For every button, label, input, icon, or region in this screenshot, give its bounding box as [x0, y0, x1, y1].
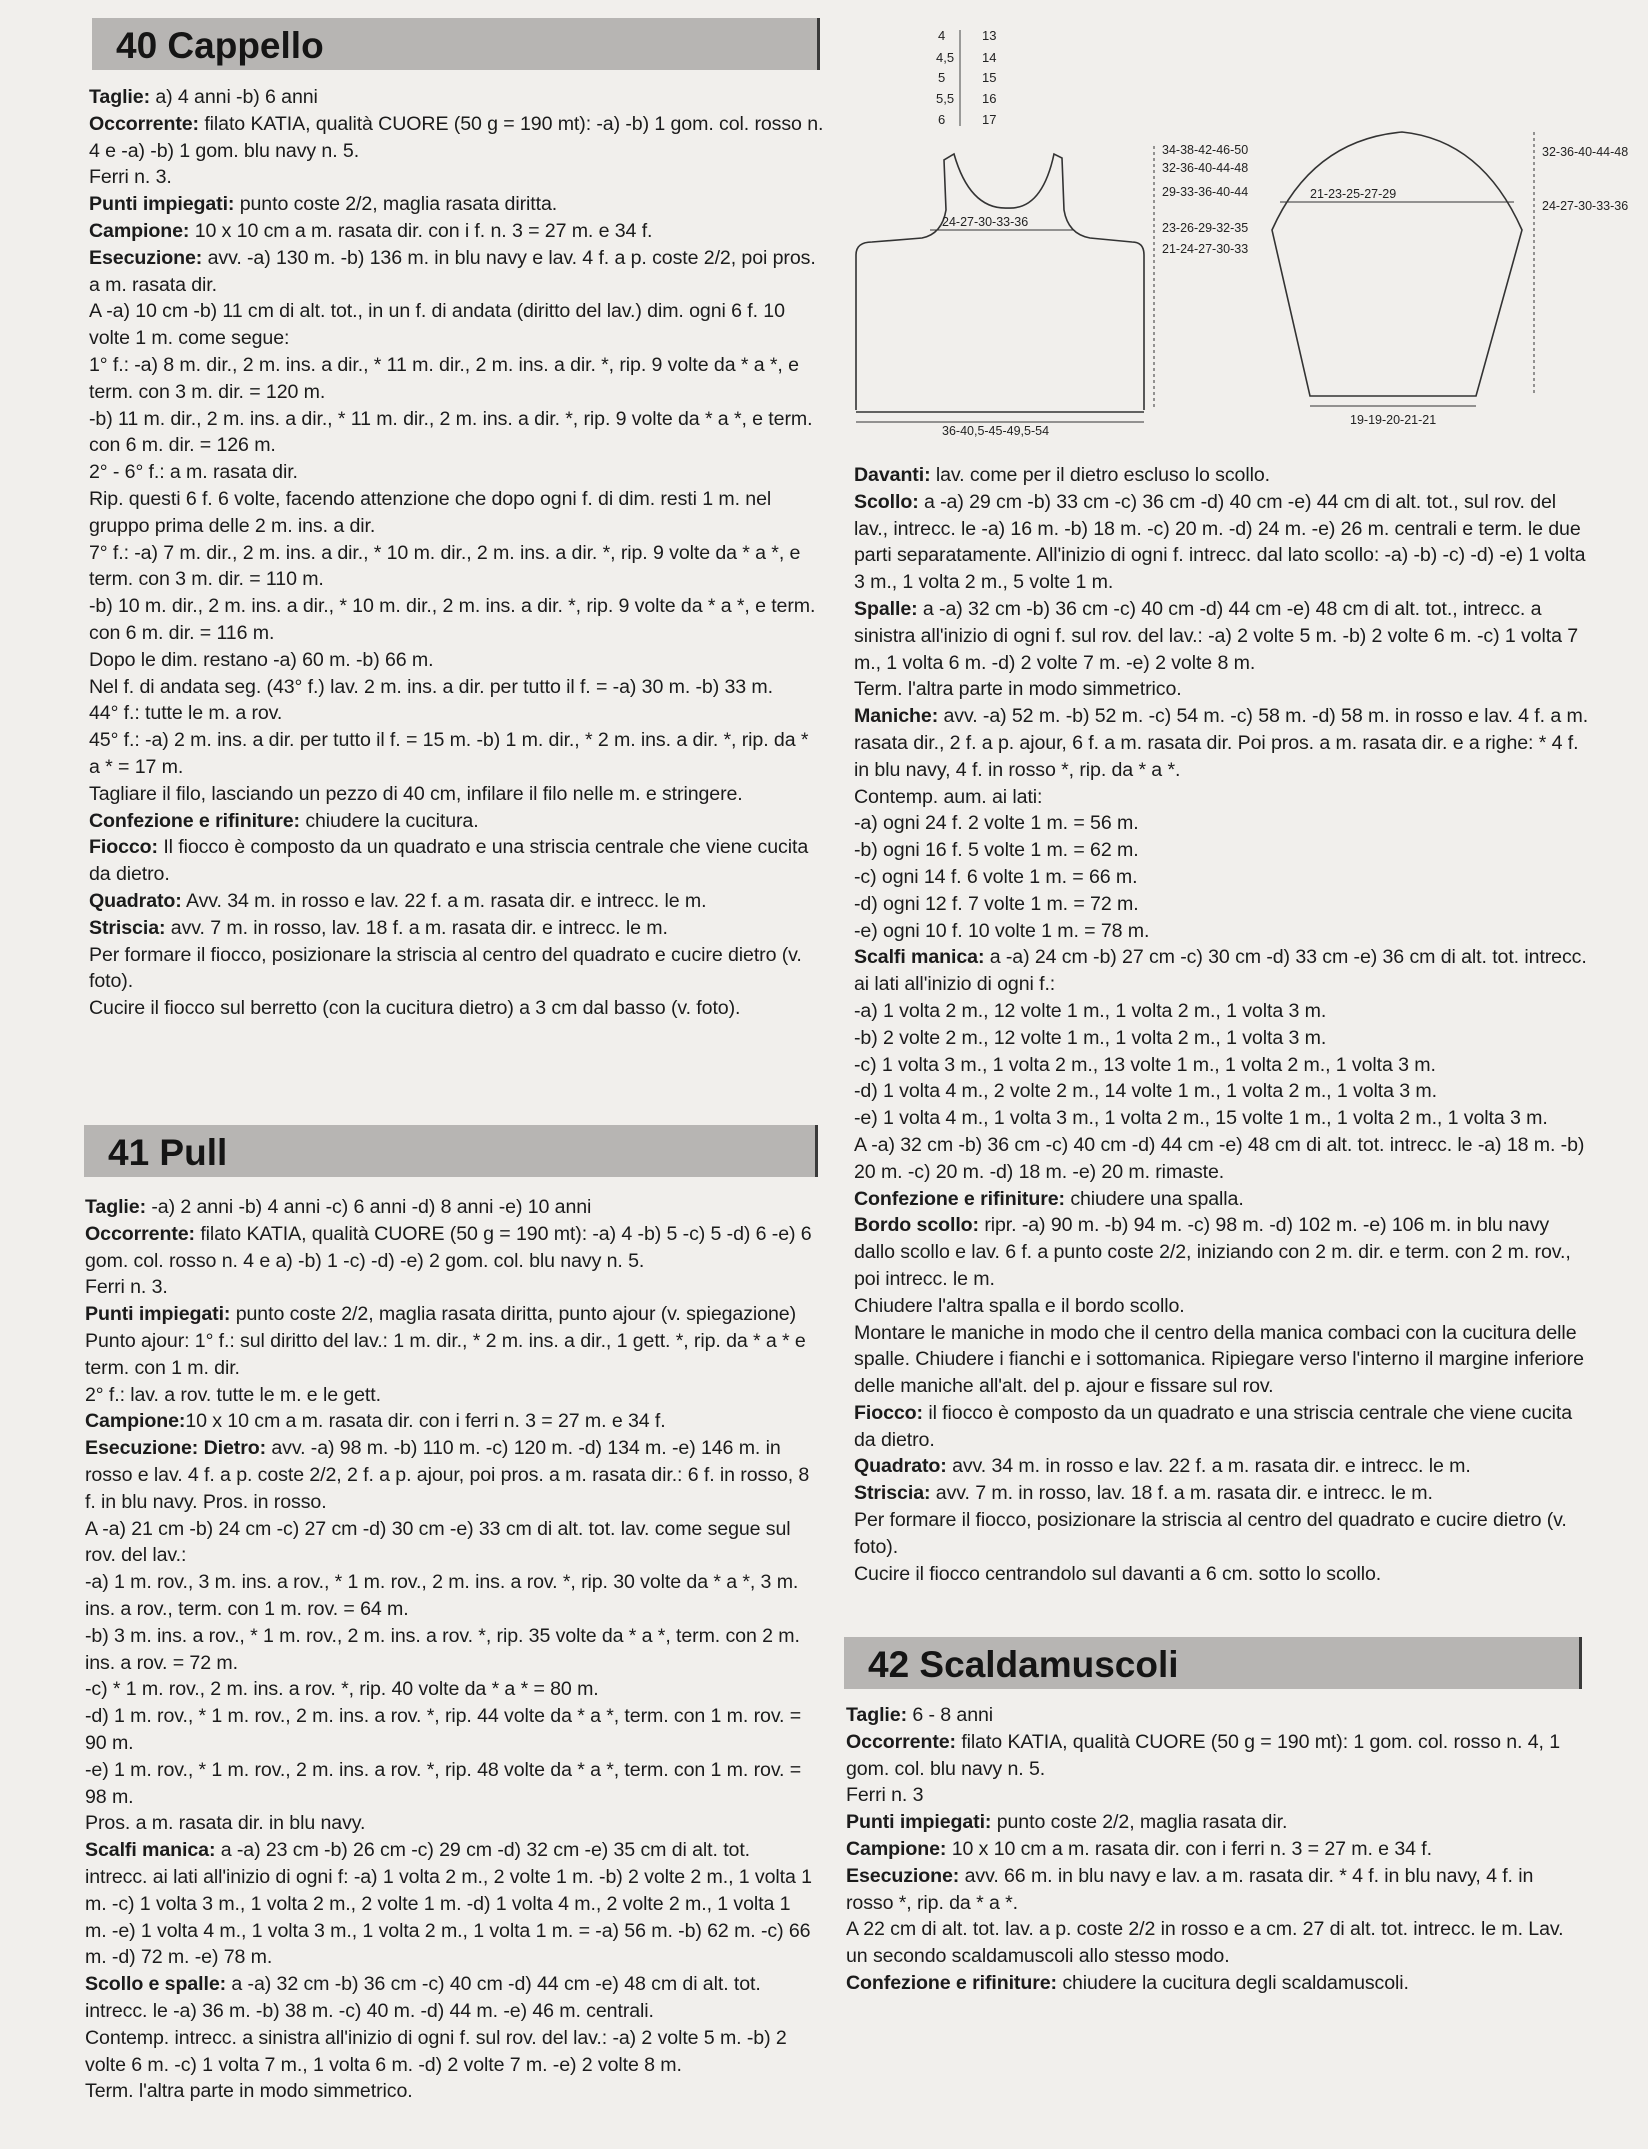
- instruction-text: Punto ajour: 1° f.: sul diritto del lav.: 1 m. dir., * 2 m. ins. a dir., 1 gett. *, rip. da * a * e term. con 1 m. dir.: [85, 1329, 806, 1379]
- instruction-line: [854, 918, 1589, 945]
- instruction-line: [85, 1676, 817, 1703]
- instruction-label: Maniche:: [854, 705, 939, 728]
- instruction-line: [85, 1382, 817, 1409]
- instruction-text: -a) ogni 24 f. 2 volte 1 m. = 56 m.: [854, 812, 1139, 835]
- instruction-text: 2° - 6° f.: a m. rasata dir.: [89, 461, 298, 484]
- instruction-line: [854, 1078, 1589, 1105]
- instruction-label: Taglie:: [85, 1196, 146, 1218]
- instruction-line: [89, 915, 824, 942]
- instruction-text: Contemp. intrecc. a sinistra all'inizio di ogni f. sul rov. del lav.: -a) 2 volte 5 m. -b) 2 volte 6 m. -c) 1 volta 7 m., 1 volta 6 m. -d) 2 volte 7 m. -e) 2 volte 8 m.: [85, 2026, 787, 2076]
- legend-b-2: 14: [982, 50, 997, 65]
- body-height-3: 29-33-36-40-44: [1162, 185, 1249, 199]
- instruction-line: [85, 1757, 817, 1811]
- instruction-text: 6 - 8 anni: [907, 1704, 994, 1726]
- section-title-scaldamuscoli: 42 Scaldamuscoli: [844, 1637, 1582, 1689]
- instruction-line: [85, 1328, 817, 1382]
- body-height-4: 23-26-29-32-35: [1162, 221, 1249, 235]
- instruction-label: Scalfi manica:: [854, 946, 985, 969]
- instruction-line: [89, 727, 824, 781]
- instruction-label: Esecuzione: Dietro:: [85, 1437, 267, 1460]
- section-title-cappello: 40 Cappello: [92, 18, 820, 70]
- instruction-text: Contemp. aum. ai lati:: [854, 785, 1043, 808]
- instruction-text: Montare le maniche in modo che il centro della manica combaci con la cucitura delle spalle. Chiudere i fianchi e i sottomanica. Ripiegare verso l'interno il margine inferiore delle maniche all'alt. del p. ajour e fissare sul rov.: [854, 1321, 1584, 1398]
- instruction-label: Occorrente:: [89, 112, 199, 135]
- instruction-text: -c) * 1 m. rov., 2 m. ins. a rov. *, rip. 40 volte da * a * = 80 m.: [85, 1678, 599, 1701]
- instruction-text: a -a) 32 cm -b) 36 cm -c) 40 cm -d) 44 cm -e) 48 cm di alt. tot., intrecc. a sinistra all'inizio di ogni f. sul rov. del lav.: -a) 2 volte 5 m. -b) 2 volte 6 m. -c) 1 volta 7 m., 1 volta 6 m. -d) 2 volte 7 m. -e) 2 volte 8 m.: [854, 597, 1579, 674]
- instruction-line: [854, 676, 1589, 703]
- instruction-line: [85, 1194, 817, 1221]
- size-legend: [936, 28, 996, 127]
- instruction-text: -a) 2 anni -b) 4 anni -c) 6 anni -d) 8 anni -e) 10 anni: [146, 1196, 592, 1218]
- instruction-label: Confezione e rifiniture:: [89, 809, 300, 832]
- instruction-line: [854, 1320, 1589, 1400]
- instruction-line: [85, 1435, 817, 1515]
- instruction-line: [854, 489, 1589, 596]
- body-height-1: 34-38-42-46-50: [1162, 143, 1249, 157]
- instruction-label: Taglie:: [89, 86, 150, 108]
- instruction-text: Cucire il fiocco centrandolo sul davanti a 6 cm. sotto lo scollo.: [854, 1562, 1382, 1585]
- instruction-line: [85, 1408, 817, 1435]
- instruction-text: Ferri n. 3.: [85, 1276, 168, 1299]
- legend-b-3: 15: [982, 70, 997, 85]
- instruction-line: [89, 298, 824, 352]
- instruction-line: [89, 406, 824, 460]
- instruction-label: Campione:: [89, 219, 190, 242]
- instruction-text: -b) ogni 16 f. 5 volte 1 m. = 62 m.: [854, 839, 1139, 862]
- instruction-line: [85, 1221, 817, 1275]
- instruction-text: A 22 cm di alt. tot. lav. a p. coste 2/2 in rosso e a cm. 27 di alt. tot. intrecc. le m. Lav. un secondo scaldamuscoli allo stesso modo.: [846, 1918, 1564, 1968]
- instruction-line: [846, 1809, 1581, 1836]
- instruction-text: avv. 34 m. in rosso e lav. 22 f. a m. rasata dir. e intrecc. le m.: [946, 1455, 1471, 1478]
- instruction-text: avv. 66 m. in blu navy e lav. a m. rasata dir. * 4 f. in blu navy, 4 f. in rosso *, rip. da * a *.: [846, 1864, 1534, 1914]
- instruction-text: punto coste 2/2, maglia rasata diritta, punto ajour (v. spiegazione): [230, 1303, 796, 1326]
- instruction-text: -b) 2 volte 2 m., 12 volte 1 m., 1 volta 2 m., 1 volta 3 m.: [854, 1026, 1327, 1049]
- instruction-text: -a) 1 volta 2 m., 12 volte 1 m., 1 volta 2 m., 1 volta 3 m.: [854, 999, 1327, 1022]
- instruction-text: avv. 7 m. in rosso, lav. 18 f. a m. rasata dir. e intrecc. le m.: [165, 916, 668, 939]
- instruction-text: -b) 10 m. dir., 2 m. ins. a dir., * 10 m. dir., 2 m. ins. a dir. *, rip. 9 volte da * a *, e term. con 6 m. dir. = 116 m.: [89, 595, 816, 644]
- cappello-instructions: [89, 84, 824, 1022]
- instruction-text: Dopo le dim. restano -a) 60 m. -b) 66 m.: [89, 648, 434, 671]
- instruction-line: [85, 2078, 817, 2105]
- instruction-line: [846, 1782, 1581, 1809]
- instruction-label: Scalfi manica:: [85, 1839, 216, 1862]
- instruction-text: chiudere una spalla.: [1064, 1187, 1244, 1210]
- instruction-text: -b) 3 m. ins. a rov., * 1 m. rov., 2 m. ins. a rov. *, rip. 35 volte da * a *, term. con 2 m. ins. a rov. = 72 m.: [85, 1624, 800, 1674]
- instruction-text: lav. come per il dietro escluso lo scollo.: [930, 464, 1270, 486]
- instruction-text: avv. -a) 52 m. -b) 52 m. -c) 54 m. -c) 58 m. -d) 58 m. in rosso e lav. 4 f. a m. rasata dir., 2 f. a p. ajour, 6 f. a m. rasata dir. Poi pros. a m. rasata dir. e a righe: * 4 f. in blu navy, 4 f. in rosso *, rip. da * a *.: [854, 705, 1589, 781]
- scaldamuscoli-instructions: [846, 1702, 1581, 1997]
- instruction-text: A -a) 10 cm -b) 11 cm di alt. tot., in un f. di andata (diritto del lav.) dim. ogni 6 f. 10 volte 1 m. come segue:: [89, 300, 785, 350]
- instruction-text: punto coste 2/2, maglia rasata diritta.: [234, 193, 558, 216]
- instruction-label: Striscia:: [854, 1482, 931, 1505]
- instruction-line: [854, 1480, 1589, 1507]
- instruction-text: avv. -a) 98 m. -b) 110 m. -c) 120 m. -d) 134 m. -e) 146 m. in rosso e lav. 4 f. a p. coste 2/2, 2 f. a p. ajour, poi pros. a m. rasata dir.: 6 f. in rosso, 8 f. in blu navy. Pros. in rosso.: [85, 1437, 810, 1513]
- instruction-text: Term. l'altra parte in modo simmetrico.: [854, 678, 1182, 701]
- instruction-text: A -a) 32 cm -b) 36 cm -c) 40 cm -d) 44 cm -e) 48 cm di alt. tot. intrecc. le -a) 18 m. -b) 20 m. -c) 20 m. -d) 18 m. -e) 20 m. rimaste.: [854, 1133, 1585, 1183]
- instruction-line: [854, 1400, 1589, 1454]
- instruction-line: [85, 1703, 817, 1757]
- instruction-text: 44° f.: tutte le m. a rov.: [89, 702, 283, 725]
- instruction-label: Campione:: [85, 1410, 186, 1433]
- instruction-text: 10 x 10 cm a m. rasata dir. con i ferri n. 3 = 27 m. e 34 f.: [185, 1410, 666, 1433]
- legend-b-1: 13: [982, 28, 997, 43]
- instruction-text: -a) 1 m. rov., 3 m. ins. a rov., * 1 m. rov., 2 m. ins. a rov. *, rip. 30 volte da * a *, 3 m. ins. a rov., term. con 1 m. rov. = 64 m.: [85, 1571, 799, 1620]
- instruction-label: Punti impiegati:: [846, 1811, 992, 1834]
- instruction-label: Esecuzione:: [846, 1864, 960, 1887]
- instruction-line: [846, 1729, 1581, 1783]
- legend-b-4: 16: [982, 91, 997, 106]
- garment-schematic: [842, 20, 1629, 470]
- instruction-line: [854, 1052, 1589, 1079]
- body-height-5: 21-24-27-30-33: [1162, 242, 1249, 256]
- instruction-text: -e) ogni 10 f. 10 volte 1 m. = 78 m.: [854, 919, 1150, 942]
- instruction-text: a -a) 29 cm -b) 33 cm -c) 36 cm -d) 40 cm -e) 44 cm di alt. tot., sul rov. del lav., intrecc. le -a) 16 m. -b) 18 m. -c) 20 m. -d) 24 m. -e) 26 m. centrali e term. le due parti separatamente. All'inizio di ogni f. intrecc. dal lato scollo: -a) -b) -c) -d) -e) 1 volta 3 m., 1 volta 2 m., 5 volte 1 m.: [854, 490, 1586, 594]
- chest-width: 24-27-30-33-36: [942, 215, 1029, 229]
- pull-instructions-continued: [854, 462, 1589, 1587]
- instruction-line: [89, 486, 824, 540]
- legend-b-5: 17: [982, 112, 997, 127]
- instruction-label: Fiocco:: [854, 1401, 923, 1424]
- instruction-label: Taglie:: [846, 1704, 907, 1726]
- instruction-text: filato KATIA, qualità CUORE (50 g = 190 mt): -a) 4 -b) 5 -c) 5 -d) 6 -e) 6 gom. col. rosso n. 4 e a) -b) 1 -c) -d) -e) 2 gom. col. blu navy n. 5.: [85, 1222, 812, 1272]
- instruction-label: Confezione e rifiniture:: [846, 1971, 1057, 1994]
- instruction-line: [85, 1837, 817, 1971]
- instruction-line: [89, 888, 824, 915]
- sleeve-height-2: 24-27-30-33-36: [1542, 199, 1629, 213]
- instruction-text: 45° f.: -a) 2 m. ins. a dir. per tutto il f. = 15 m. -b) 1 m. dir., * 2 m. ins. a dir. *, rip. da * a * = 17 m.: [89, 729, 809, 778]
- instruction-text: chiudere la cucitura.: [299, 809, 479, 832]
- instruction-label: Scollo e spalle:: [85, 1973, 227, 1996]
- instruction-line: [89, 540, 824, 594]
- instruction-text: Pros. a m. rasata dir. in blu navy.: [85, 1812, 366, 1835]
- instruction-line: [854, 1212, 1589, 1292]
- instruction-label: Occorrente:: [846, 1730, 956, 1753]
- legend-a-5: 6: [938, 112, 946, 127]
- sleeve-piece-outline: [1272, 132, 1522, 396]
- instruction-line: [854, 837, 1589, 864]
- instruction-line: [89, 218, 824, 245]
- instruction-line: [89, 995, 824, 1022]
- instruction-line: [854, 891, 1589, 918]
- instruction-line: [854, 784, 1589, 811]
- bottom-width: 36-40,5-45-49,5-54: [942, 424, 1050, 438]
- instruction-label: Confezione e rifiniture:: [854, 1187, 1065, 1210]
- instruction-line: [89, 191, 824, 218]
- instruction-line: [89, 459, 824, 486]
- instruction-line: [89, 942, 824, 996]
- instruction-text: 1° f.: -a) 8 m. dir., 2 m. ins. a dir., * 11 m. dir., 2 m. ins. a dir. *, rip. 9 volte da * a *, e term. con 3 m. dir. = 120 m.: [89, 353, 799, 403]
- section-title-pull: 41 Pull: [84, 1125, 818, 1177]
- instruction-text: Per formare il fiocco, posizionare la striscia al centro del quadrato e cucire dietro (v. foto).: [854, 1509, 1567, 1558]
- instruction-text: Tagliare il filo, lasciando un pezzo di 40 cm, infilare il filo nelle m. e stringere.: [89, 782, 743, 805]
- legend-a-3: 5: [938, 70, 946, 85]
- instruction-line: [854, 1025, 1589, 1052]
- instruction-line: [89, 593, 824, 647]
- instruction-line: [846, 1836, 1581, 1863]
- instruction-line: [846, 1970, 1581, 1997]
- instruction-line: [85, 1516, 817, 1570]
- instruction-label: Esecuzione:: [89, 246, 203, 269]
- instruction-text: -d) 1 volta 4 m., 2 volte 2 m., 14 volte 1 m., 1 volta 2 m., 1 volta 3 m.: [854, 1080, 1437, 1103]
- instruction-line: [85, 1810, 817, 1837]
- instruction-line: [89, 647, 824, 674]
- instruction-label: Quadrato:: [89, 889, 182, 912]
- instruction-text: 7° f.: -a) 7 m. dir., 2 m. ins. a dir., * 10 m. dir., 2 m. ins. a dir. *, rip. 9 volte da * a *, e term. con 3 m. dir. = 110 m.: [89, 541, 801, 591]
- instruction-text: Term. l'altra parte in modo simmetrico.: [85, 2080, 413, 2103]
- instruction-line: [85, 1971, 817, 2025]
- instruction-text: a) 4 anni -b) 6 anni: [150, 86, 318, 108]
- instruction-line: [854, 1186, 1589, 1213]
- instruction-text: ripr. -a) 90 m. -b) 94 m. -c) 98 m. -d) 102 m. -e) 106 m. in blu navy dallo scollo e lav. 6 f. a punto coste 2/2, iniziando con 2 m. dir. e term. con 2 m. rov., poi intrecc. le m.: [854, 1214, 1571, 1290]
- instruction-text: punto coste 2/2, maglia rasata dir.: [991, 1811, 1288, 1834]
- instruction-text: Rip. questi 6 f. 6 volte, facendo attenzione che dopo ogni f. di dim. resti 1 m. nel gruppo prima delle 2 m. ins. a dir.: [89, 487, 772, 537]
- body-height-2: 32-36-40-44-48: [1162, 161, 1249, 175]
- instruction-label: Punti impiegati:: [85, 1303, 231, 1326]
- instruction-text: 10 x 10 cm a m. rasata dir. con i f. n. 3 = 27 m. e 34 f.: [189, 219, 653, 242]
- instruction-line: [854, 1453, 1589, 1480]
- instruction-label: Quadrato:: [854, 1455, 947, 1478]
- instruction-text: -e) 1 m. rov., * 1 m. rov., 2 m. ins. a rov. *, rip. 48 volte da * a *, term. con 1 m. rov. = 98 m.: [85, 1758, 802, 1808]
- instruction-line: [854, 703, 1589, 783]
- instruction-line: [89, 352, 824, 406]
- instruction-text: -d) 1 m. rov., * 1 m. rov., 2 m. ins. a rov. *, rip. 44 volte da * a *, term. con 1 m. rov. = 90 m.: [85, 1705, 802, 1754]
- instruction-text: A -a) 21 cm -b) 24 cm -c) 27 cm -d) 30 cm -e) 33 cm di alt. tot. lav. come segue sul rov. del lav.:: [85, 1517, 791, 1567]
- instruction-line: [85, 1301, 817, 1328]
- sleeve-height-1: 32-36-40-44-48: [1542, 145, 1629, 159]
- instruction-text: Ferri n. 3.: [89, 166, 172, 189]
- instruction-line: [89, 245, 824, 299]
- sleeve-bottom-width: 19-19-20-21-21: [1350, 413, 1437, 427]
- instruction-line: [854, 864, 1589, 891]
- instruction-text: -d) ogni 12 f. 7 volte 1 m. = 72 m.: [854, 892, 1139, 915]
- body-piece-outline: [856, 154, 1144, 410]
- instruction-label: Striscia:: [89, 916, 166, 939]
- instruction-line: [89, 111, 824, 165]
- sleeve-top-width: 21-23-25-27-29: [1310, 187, 1397, 201]
- instruction-line: [854, 1293, 1589, 1320]
- instruction-line: [89, 834, 824, 888]
- instruction-text: Nel f. di andata seg. (43° f.) lav. 2 m. ins. a dir. per tutto il f. = -a) 30 m. -b) 33 m.: [89, 675, 773, 698]
- instruction-text: a -a) 24 cm -b) 27 cm -c) 30 cm -d) 33 cm -e) 36 cm di alt. tot. intrecc. ai lati all'inizio di ogni f.:: [854, 946, 1587, 996]
- instruction-text: Chiudere l'altra spalla e il bordo scollo.: [854, 1294, 1185, 1317]
- instruction-line: [854, 596, 1589, 676]
- instruction-line: [854, 810, 1589, 837]
- instruction-line: [846, 1702, 1581, 1729]
- instruction-line: [854, 462, 1589, 489]
- instruction-line: [85, 1623, 817, 1677]
- instruction-text: filato KATIA, qualità CUORE (50 g = 190 mt): 1 gom. col. rosso n. 4, 1 gom. col. blu navy n. 5.: [846, 1730, 1560, 1780]
- instruction-text: chiudere la cucitura degli scaldamuscoli.: [1056, 1971, 1409, 1994]
- instruction-line: [854, 998, 1589, 1025]
- instruction-line: [89, 781, 824, 808]
- instruction-text: 2° f.: lav. a rov. tutte le m. e le gett.: [85, 1383, 381, 1406]
- pull-instructions: [85, 1194, 817, 2105]
- instruction-text: avv. 7 m. in rosso, lav. 18 f. a m. rasata dir. e intrecc. le m.: [930, 1482, 1433, 1505]
- instruction-line: [85, 2025, 817, 2079]
- instruction-line: [85, 1274, 817, 1301]
- instruction-text: Avv. 34 m. in rosso e lav. 22 f. a m. rasata dir. e intrecc. le m.: [181, 889, 707, 912]
- instruction-line: [846, 1863, 1581, 1917]
- instruction-line: [89, 808, 824, 835]
- instruction-text: avv. -a) 130 m. -b) 136 m. in blu navy e lav. 4 f. a p. coste 2/2, poi pros. a m. rasata dir.: [89, 246, 816, 296]
- instruction-line: [854, 944, 1589, 998]
- instruction-label: Campione:: [846, 1837, 947, 1860]
- instruction-text: -c) ogni 14 f. 6 volte 1 m. = 66 m.: [854, 865, 1138, 888]
- instruction-label: Bordo scollo:: [854, 1214, 979, 1237]
- instruction-text: Il fiocco è composto da un quadrato e una striscia centrale che viene cucita da dietro.: [89, 836, 809, 886]
- instruction-line: [854, 1105, 1589, 1132]
- instruction-line: [85, 1569, 817, 1623]
- instruction-text: filato KATIA, qualità CUORE (50 g = 190 mt): -a) -b) 1 gom. col. rosso n. 4 e -a) -b) 1 gom. blu navy n. 5.: [89, 112, 824, 162]
- instruction-line: [89, 164, 824, 191]
- instruction-text: 10 x 10 cm a m. rasata dir. con i ferri n. 3 = 27 m. e 34 f.: [946, 1837, 1432, 1860]
- instruction-text: Ferri n. 3: [846, 1784, 924, 1807]
- instruction-text: a -a) 23 cm -b) 26 cm -c) 29 cm -d) 32 cm -e) 35 cm di alt. tot. intrecc. ai lati all'inizio di ogni f: -a) 1 volta 2 m., 2 volte 1 m. -b) 2 volte 2 m., 1 volta 1 m. -c) 1 volta 3 m., 1 volta 2 m., 2 volte 1 m. -d) 1 volta 4 m., 2 volte 2 m., 1 volta 1 m. -e) 1 volta 4 m., 1 volta 3 m., 1 volta 2 m., 1 volta 1 m. = -a) 56 m. -b) 62 m. -c) 66 m. -d) 72 m. -e) 78 m.: [85, 1839, 812, 1969]
- instruction-line: [854, 1561, 1589, 1588]
- instruction-text: il fiocco è composto da un quadrato e una striscia centrale che viene cucita da dietro.: [854, 1401, 1573, 1451]
- instruction-text: -c) 1 volta 3 m., 1 volta 2 m., 13 volte 1 m., 1 volta 2 m., 1 volta 3 m.: [854, 1053, 1436, 1076]
- instruction-text: -e) 1 volta 4 m., 1 volta 3 m., 1 volta 2 m., 15 volte 1 m., 1 volta 2 m., 1 volta 3 m.: [854, 1107, 1548, 1130]
- instruction-line: [854, 1507, 1589, 1561]
- instruction-line: [89, 700, 824, 727]
- instruction-text: Per formare il fiocco, posizionare la striscia al centro del quadrato e cucire dietro (v. foto).: [89, 943, 802, 993]
- instruction-text: Cucire il fiocco sul berretto (con la cucitura dietro) a 3 cm dal basso (v. foto).: [89, 997, 741, 1020]
- instruction-line: [846, 1916, 1581, 1970]
- instruction-label: Davanti:: [854, 464, 931, 486]
- instruction-text: a -a) 32 cm -b) 36 cm -c) 40 cm -d) 44 cm -e) 48 cm di alt. tot. intrecc. le -a) 36 m. -b) 38 m. -c) 40 m. -d) 44 m. -e) 46 m. centrali.: [85, 1973, 761, 2022]
- instruction-label: Scollo:: [854, 490, 919, 513]
- instruction-label: Punti impiegati:: [89, 193, 235, 216]
- legend-a-2: 4,5: [936, 50, 955, 65]
- instruction-label: Fiocco:: [89, 836, 158, 859]
- legend-a-1: 4: [938, 28, 946, 43]
- legend-a-4: 5,5: [936, 91, 955, 106]
- instruction-label: Occorrente:: [85, 1222, 195, 1245]
- instruction-line: [89, 84, 824, 111]
- instruction-label: Spalle:: [854, 597, 918, 620]
- instruction-line: [854, 1132, 1589, 1186]
- instruction-text: -b) 11 m. dir., 2 m. ins. a dir., * 11 m. dir., 2 m. ins. a dir. *, rip. 9 volte da * a *, e term. con 6 m. dir. = 126 m.: [89, 407, 813, 457]
- instruction-line: [89, 674, 824, 701]
